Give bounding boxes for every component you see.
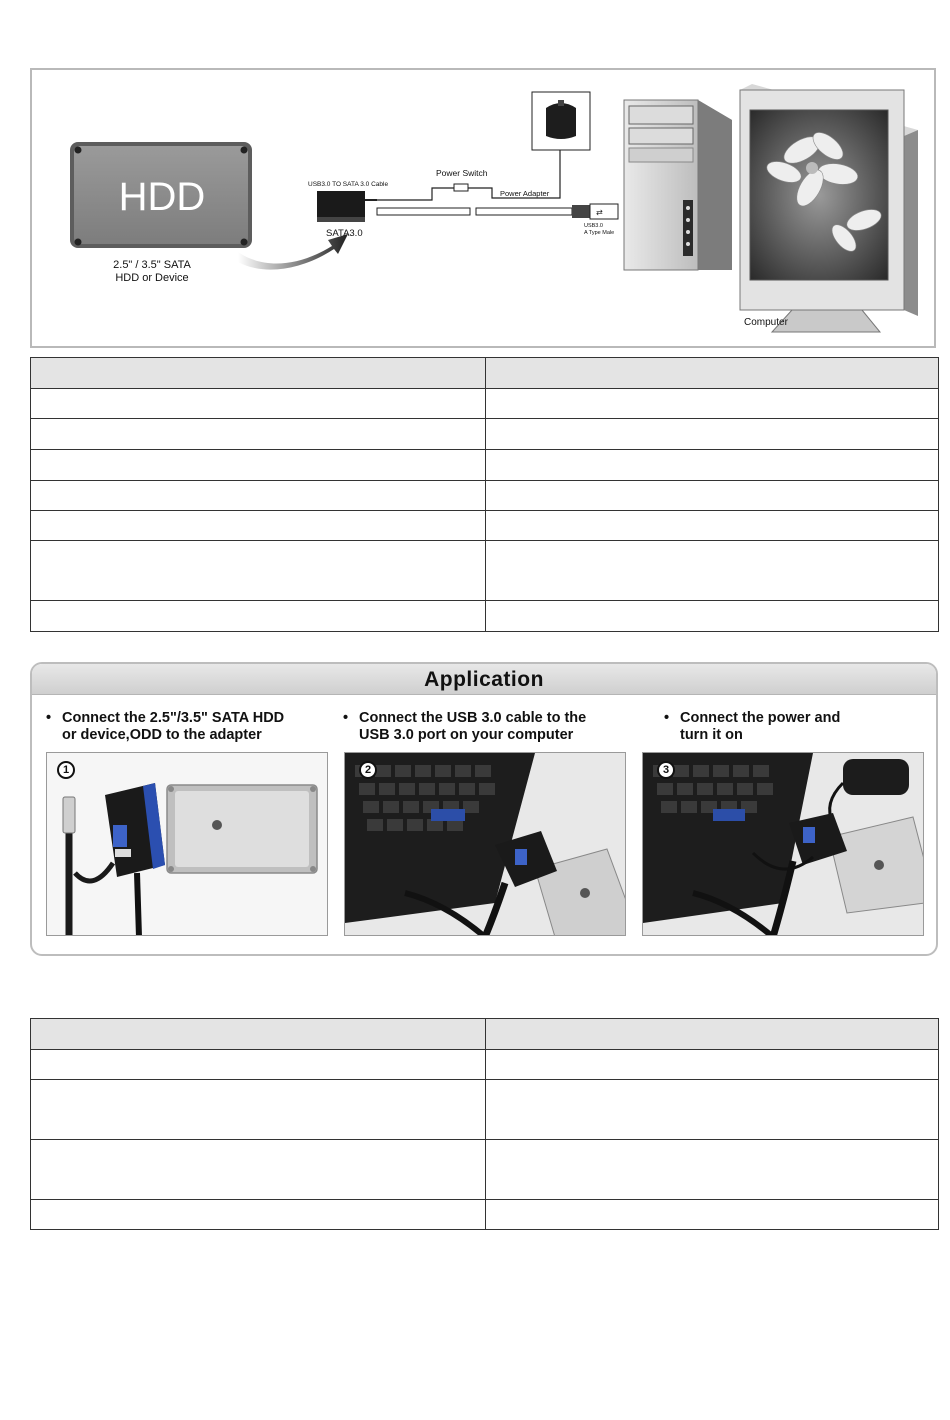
- insert-arrow-icon: [238, 234, 348, 270]
- step-1-photo: [46, 752, 328, 936]
- hdd-caption-line1: 2.5" / 3.5" SATA: [113, 259, 191, 271]
- svg-text:⇄: ⇄: [596, 208, 603, 217]
- step-1-line1: Connect the 2.5"/3.5" SATA HDD: [62, 710, 285, 726]
- table-row: [31, 1200, 939, 1230]
- spec-table-2: [30, 1018, 939, 1230]
- usb-connector-graphic: [590, 204, 618, 219]
- step-1-line2: or device,ODD to the adapter: [62, 727, 262, 743]
- table-row: [31, 450, 939, 481]
- hdd-caption-line2: HDD or Device: [115, 272, 189, 284]
- table-header-row: [31, 358, 939, 389]
- computer-tower-graphic: [624, 100, 732, 270]
- cable-label: USB3.0 TO SATA 3.0 Cable: [308, 181, 389, 188]
- step-1-number: 1: [57, 761, 75, 779]
- application-panel: [30, 662, 938, 956]
- table-row: [31, 1140, 939, 1200]
- usb-label-line2: A Type Male: [584, 230, 615, 236]
- sata-label: SATA3.0: [326, 228, 363, 239]
- step-2-photo: [344, 752, 626, 936]
- step-3-photo: [642, 752, 924, 936]
- table-row: [31, 601, 939, 632]
- usb-label-line1: USB3.0: [584, 223, 603, 229]
- connection-diagram: [30, 68, 936, 348]
- step-3-line1: Connect the power and: [680, 710, 841, 726]
- adapter-graphic: [317, 191, 365, 221]
- step-2-text: • Connect the USB 3.0 cable to the USB 3.0 port on your computer: [343, 710, 587, 743]
- spec-table-1: [30, 357, 939, 632]
- step-2-line2: USB 3.0 port on your computer: [359, 727, 574, 743]
- step-3-text: • Connect the power and turn it on: [664, 710, 841, 743]
- monitor-graphic: [740, 84, 918, 332]
- table-row: [31, 389, 939, 419]
- table-row: [31, 1080, 939, 1140]
- connection-diagram-graphic: [32, 70, 934, 346]
- power-switch-label: Power Switch: [436, 168, 488, 178]
- table-row: [31, 511, 939, 541]
- step-2-line1: Connect the USB 3.0 cable to the: [359, 710, 587, 726]
- table-header-row: [31, 1019, 939, 1050]
- application-title: Application: [32, 664, 936, 695]
- step-1-text: • Connect the 2.5"/3.5" SATA HDD or device,ODD to the adapter: [46, 710, 285, 743]
- step-3-line2: turn it on: [680, 727, 743, 743]
- hdd-label: HDD: [118, 175, 206, 219]
- power-adapter-label: Power Adapter: [500, 189, 550, 198]
- computer-label: Computer: [744, 317, 788, 328]
- table-row: [31, 1050, 939, 1080]
- table-row: [31, 419, 939, 450]
- table-row: [31, 541, 939, 601]
- power-switch-graphic: [454, 184, 468, 191]
- step-2-number: 2: [359, 761, 377, 779]
- step-3-number: 3: [657, 761, 675, 779]
- table-row: [31, 481, 939, 511]
